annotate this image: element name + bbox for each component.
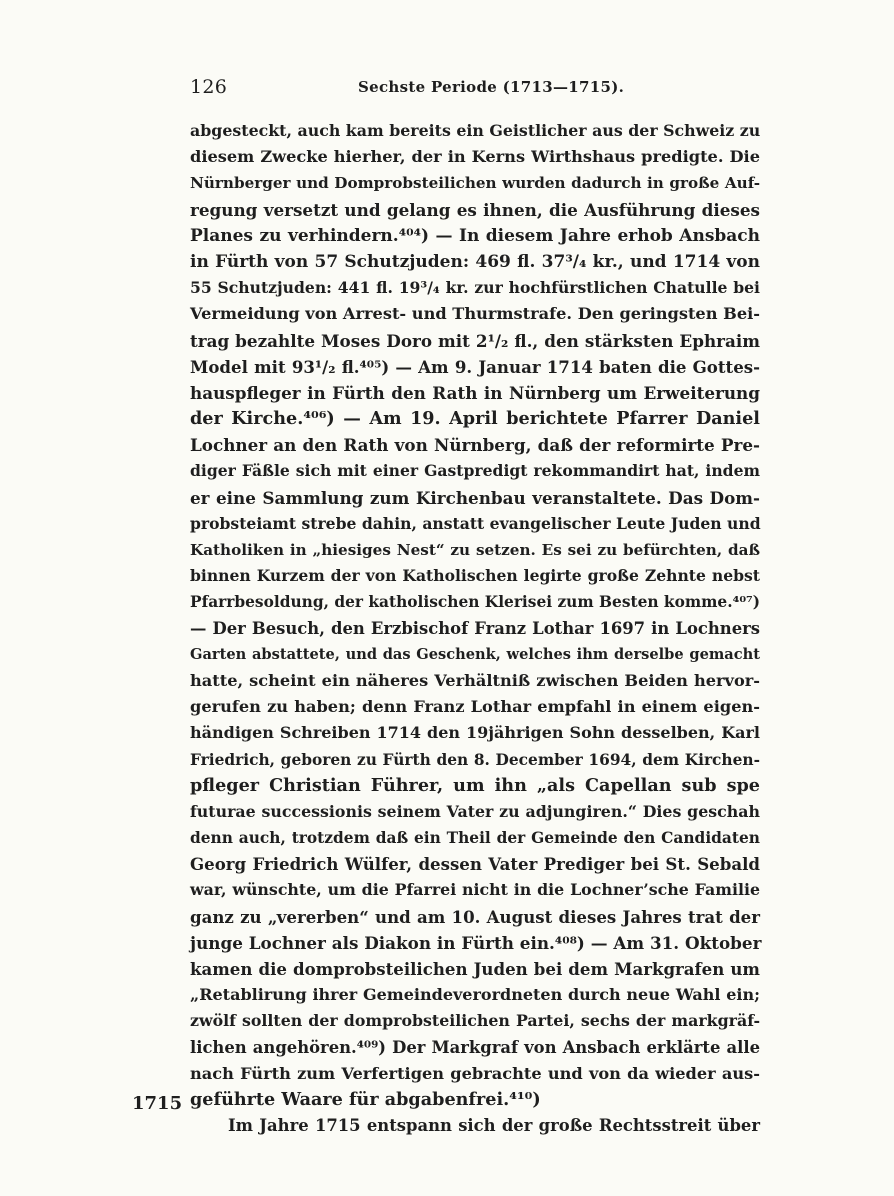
text-line: probsteiamt strebe dahin, anstatt evangelischer Leute Juden und (190, 513, 761, 533)
text-line: abgesteckt, auch kam bereits ein Geistlicher aus der Schweiz zu (190, 121, 761, 140)
text-line: trag bezahlte Moses Doro mit 2¹/₂ fl., den stärksten Ephraim (190, 330, 760, 351)
text-line: ganz zu „vererben“ und am 10. August dieses Jahres trat der (190, 906, 760, 927)
text-line: diesem Zwecke hierher, der in Kerns Wirthshaus predigte. Die (190, 147, 760, 167)
text-line: Friedrich, geboren zu Fürth den 8. December 1694, dem Kirchen- (190, 750, 760, 769)
paragraph-start-line: Im Jahre 1715 entspann sich der große Rechtsstreit über (228, 1116, 760, 1136)
text-line: Katholiken in „hiesiges Nest“ zu setzen. Es sei zu befürchten, daß (190, 541, 760, 559)
text-line: Pfarrbesoldung, der katholischen Klerisei zum Besten komme.⁴⁰⁷) (190, 593, 761, 612)
text-line: denn auch, trotzdem daß ein Theil der Gemeinde den Candidaten (190, 829, 760, 848)
text-line: pfleger Christian Führer, um ihn „als Capellan sub spe (190, 774, 760, 796)
text-line: „Retablirung ihrer Gemeindeverordneten durch neue Wahl ein; (190, 985, 760, 1005)
text-line: hauspfleger in Fürth den Rath in Nürnberg um Erweiterung (190, 382, 760, 403)
text-line: Lochner an den Rath von Nürnberg, daß der reformirte Pre- (190, 435, 760, 456)
text-line: zwölf sollten der domprobsteilichen Partei, sechs der markgräf- (190, 1011, 760, 1031)
text-line: Planes zu verhindern.⁴⁰⁴) — In diesem Jahre erhob Ansbach (190, 225, 760, 246)
page-header (190, 76, 760, 102)
text-line: 55 Schutzjuden: 441 fl. 19³/₄ kr. zur hochfürstlichen Chatulle bei (190, 278, 760, 298)
text-line: Garten abstattete, und das Geschenk, welches ihm derselbe gemacht (190, 645, 760, 663)
text-line: in Fürth von 57 Schutzjuden: 469 fl. 37³/₄ kr., und 1714 von (190, 251, 760, 272)
text-line: der Kirche.⁴⁰⁶) — Am 19. April berichtete Pfarrer Daniel (190, 408, 760, 430)
text-line: binnen Kurzem der von Katholischen legirte große Zehnte nebst (190, 566, 760, 586)
margin-year-note: 1715 (132, 1093, 183, 1114)
text-line: kamen die domprobsteilichen Juden bei dem Markgrafen um (190, 959, 760, 979)
body-text (190, 118, 760, 1139)
page-number: 126 (190, 76, 228, 98)
text-line: — Der Besuch, den Erzbischof Franz Lothar 1697 in Lochners (190, 618, 760, 638)
text-line: hatte, scheint ein näheres Verhältniß zwischen Beiden hervor- (190, 670, 760, 690)
text-line: Georg Friedrich Wülfer, dessen Vater Prediger bei St. Sebald (190, 854, 760, 875)
text-line: gerufen zu haben; denn Franz Lothar empfahl in einem eigen- (190, 697, 760, 717)
text-line: regung versetzt und gelang es ihnen, die Ausführung dieses (190, 199, 760, 220)
text-line: Model mit 93¹/₂ fl.⁴⁰⁵) — Am 9. Januar 1714 baten die Gottes- (190, 356, 760, 377)
paragraph-end-line: geführte Waare für abgabenfrei.⁴¹⁰) (190, 1088, 541, 1110)
text-line: war, wünschte, um die Pfarrei nicht in die Lochner’sche Familie (190, 880, 760, 900)
text-line: Vermeidung von Arrest- und Thurmstrafe. Den geringsten Bei- (190, 304, 760, 324)
text-line: futurae successionis seinem Vater zu adjungiren.“ Dies geschah (190, 801, 760, 821)
text-line: nach Fürth zum Verfertigen gebrachte und von da wieder aus- (190, 1063, 760, 1083)
text-line: junge Lochner als Diakon in Fürth ein.⁴⁰⁸) — Am 31. Oktober (190, 932, 762, 953)
text-line: er eine Sammlung zum Kirchenbau veranstaltete. Das Dom- (190, 487, 760, 508)
text-line: diger Fäßle sich mit einer Gastpredigt rekommandirt hat, indem (190, 461, 760, 481)
text-line: lichen angehören.⁴⁰⁹) Der Markgraf von Ansbach erklärte alle (190, 1037, 760, 1057)
text-line: händigen Schreiben 1714 den 19jährigen Sohn desselben, Karl (190, 723, 760, 743)
text-line: Nürnberger und Domprobsteilichen wurden dadurch in große Auf- (190, 174, 760, 193)
running-head: Sechste Periode (1713—1715). (358, 78, 625, 96)
